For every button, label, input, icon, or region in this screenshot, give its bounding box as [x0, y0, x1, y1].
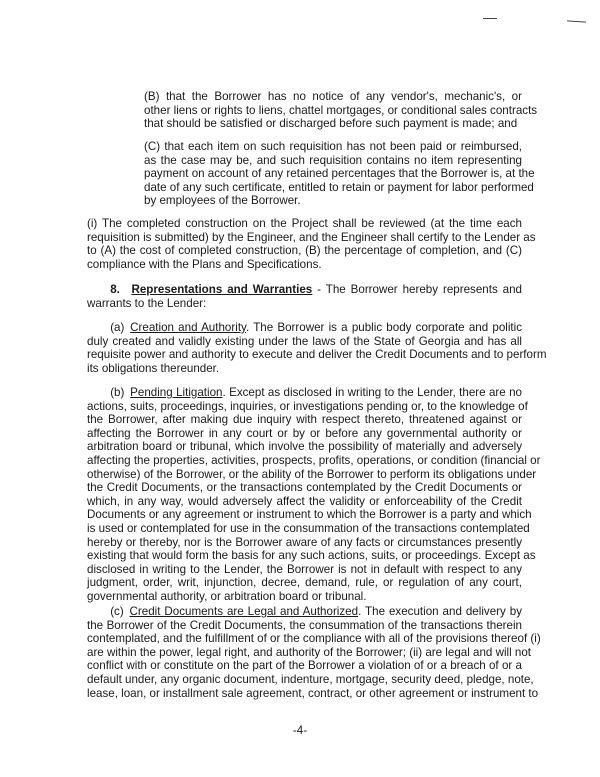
text-line: as the case may be, and such requisition contains no item representing — [144, 153, 522, 167]
text-line: (C) that each item on such requisition has not been paid or reimbursed, — [144, 140, 522, 153]
text-line: by employees of the Borrower. — [144, 194, 301, 208]
text-line: disclosed in writing to the Lender, the Borrower is not in default with respect to any — [87, 562, 522, 576]
paragraph-i — [87, 217, 536, 271]
text-run: . Except as disclosed in writing to the Lender, there are no — [222, 386, 522, 399]
paragraph-credit-documents — [87, 605, 541, 700]
text-line — [87, 605, 522, 619]
paragraph-heading: Creation and Authority — [130, 321, 246, 334]
text-line: contemplated, and the fulfillment of or the compliance with all of the provisions thereof (i) — [87, 632, 541, 646]
text-line: other liens or rights to liens, chattel mortgages, or conditional sales contracts — [144, 103, 538, 117]
text-line: requisite power and authority to execute and deliver the Credit Documents and to perform — [87, 348, 547, 362]
scan-mark — [567, 20, 586, 22]
text-line: duly created and validly existing under the laws of the State of Georgia and has all — [87, 334, 522, 348]
text-line: warrants to the Lender: — [87, 296, 207, 310]
text-line: lease, loan, or installment sale agreement, contract, or other agreement or instrument to — [87, 686, 539, 700]
scan-mark — [483, 18, 497, 19]
text-line: affecting the properties, activities, prospects, profits, operations, or condition (financial or — [87, 453, 541, 467]
paragraph-pending-litigation — [87, 386, 541, 604]
text-line — [87, 283, 522, 297]
text-line: conflict with or constitute on the part of the Borrower a violation of or a breach of or a — [87, 659, 522, 673]
section-number: 8. — [110, 283, 120, 296]
text-line: the Credit Documents, or the transactions contemplated by the Credit Documents or — [87, 481, 522, 495]
text-line: compliance with the Plans and Specifications. — [87, 257, 322, 271]
text-line: hereby or thereby, nor is the Borrower aware of any facts or circumstances presently — [87, 535, 522, 549]
paragraph-b — [144, 90, 538, 131]
paragraph-heading: Credit Documents are Legal and Authorized — [129, 605, 359, 618]
text-line: actions, suits, proceedings, inquiries, or investigations pending or, to the knowledge of — [87, 399, 528, 413]
text-run: . The Borrower is a public body corporate and politic — [245, 321, 523, 334]
paragraph-label: (b) — [110, 386, 125, 399]
paragraph-heading: Pending Litigation — [130, 386, 223, 399]
text-line: payment on account of any retained percentages that the Borrower is, at the — [144, 167, 535, 181]
text-line: (B) that the Borrower has no notice of any vendor's, mechanic's, or — [144, 90, 522, 103]
text-line: default under, any organic document, indenture, mortgage, security deed, pledge, note, — [87, 672, 534, 686]
paragraph-c — [144, 140, 535, 208]
paragraph-creation-authority — [87, 321, 547, 375]
section-8 — [87, 283, 522, 310]
text-line: otherwise) of the Borrower, or the ability of the Borrower to perform its obligations under — [87, 467, 537, 481]
text-run: . The execution and delivery by — [358, 605, 522, 618]
text-line: the Borrower, after making due inquiry with respect thereto, threatened against or — [87, 413, 522, 427]
text-line: governmental authority, or arbitration board or tribunal. — [87, 589, 367, 603]
paragraph-label: (c) — [110, 605, 124, 618]
text-line: the Borrower of the Credit Documents, the consummation of the transactions therein — [87, 618, 522, 632]
text-line: arbitration board or tribunal, which involve the possibility of materially and adversely — [87, 440, 522, 454]
text-run: - The Borrower hereby represents and — [312, 283, 523, 296]
text-line — [87, 321, 522, 335]
page-number: -4- — [292, 724, 308, 737]
text-line: affecting the Borrower in any court or by or before any governmental authority or — [87, 426, 522, 440]
text-line: that should be satisfied or discharged before such payment is made; and — [144, 117, 518, 131]
text-line — [87, 386, 522, 400]
text-line: (i) The completed construction on the Project shall be reviewed (at the time each — [87, 217, 522, 230]
text-line: requisition is submitted) by the Engineer, and the Engineer shall certify to the Lender as — [87, 230, 536, 244]
text-line: is used or contemplated for use in the consummation of the transactions contemplated — [87, 521, 530, 535]
text-line: Documents or any agreement or instrument to which the Borrower is a party and which — [87, 508, 532, 522]
text-line: to (A) the cost of completed construction, (B) the percentage of completion, and (C) — [87, 244, 522, 258]
text-line: judgment, order, writ, injunction, decree, demand, rule, or regulation of any court, — [87, 576, 522, 590]
text-line: its obligations thereunder. — [87, 361, 220, 375]
section-heading: Representations and Warranties — [131, 283, 313, 296]
text-line: are within the power, legal right, and authority of the Borrower; (ii) are legal and will not — [87, 645, 532, 659]
text-line: which, in any way, would adversely affect the validity or enforceability of the Credit — [87, 494, 522, 508]
text-line: date of any such certificate, entitled to retain or payment for labor performed — [144, 180, 534, 194]
text-line: existing that would form the basis for any such actions, suits, or proceedings. Except as — [87, 549, 536, 563]
paragraph-label: (a) — [110, 321, 125, 334]
